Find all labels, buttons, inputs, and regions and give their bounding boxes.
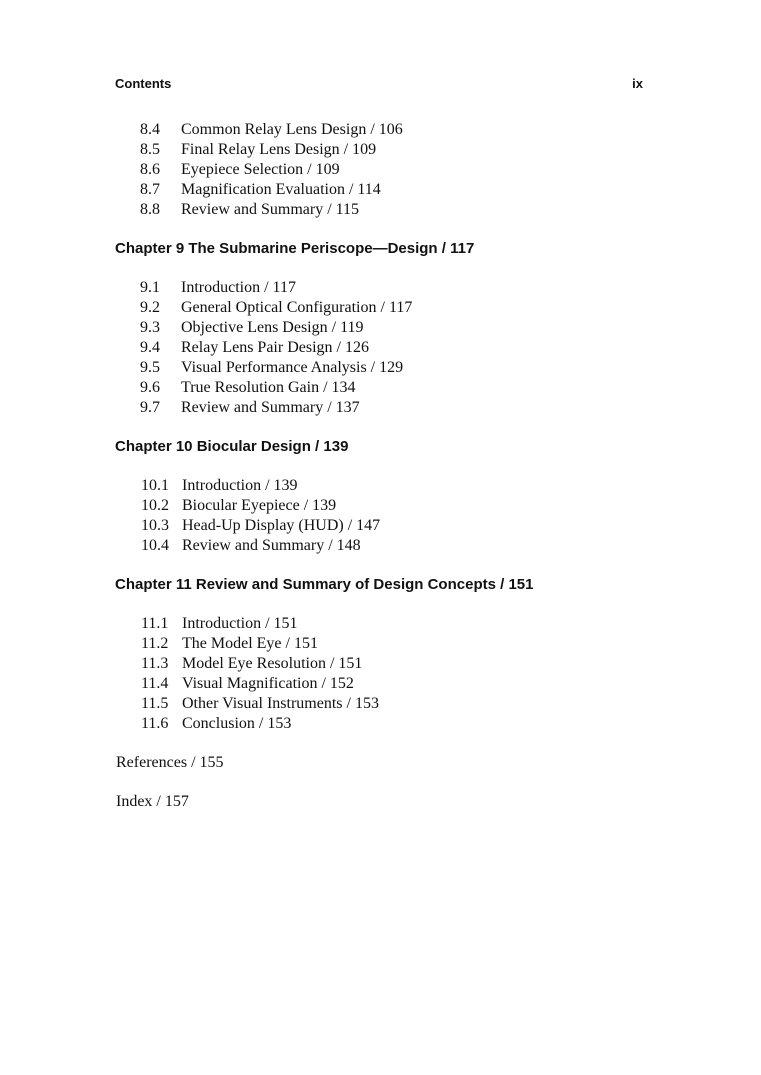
entry-number: 8.7 xyxy=(140,181,160,198)
toc-entry[interactable] xyxy=(0,298,761,318)
chapter-8-entries-continued xyxy=(0,120,761,220)
table-of-contents xyxy=(0,120,761,812)
entry-title: The Model Eye / 151 xyxy=(182,635,318,652)
chapter-10-heading[interactable]: Chapter 10 Biocular Design / 139 xyxy=(115,438,349,455)
entry-title: Conclusion / 153 xyxy=(182,715,292,732)
toc-entry[interactable] xyxy=(0,278,761,298)
entry-number: 11.2 xyxy=(141,635,169,652)
entry-title: Review and Summary / 115 xyxy=(181,201,360,218)
entry-number: 10.2 xyxy=(141,497,169,514)
toc-entry[interactable] xyxy=(0,140,761,160)
entry-number: 11.3 xyxy=(141,655,169,672)
entry-number: 9.6 xyxy=(140,379,160,396)
entry-number: 8.6 xyxy=(140,161,160,178)
entry-number: 9.1 xyxy=(140,279,160,296)
entry-title: True Resolution Gain / 134 xyxy=(181,379,356,396)
entry-number: 11.5 xyxy=(141,695,169,712)
toc-entry[interactable] xyxy=(0,338,761,358)
entry-number: 9.4 xyxy=(140,339,160,356)
entry-number: 9.2 xyxy=(140,299,160,316)
toc-entry[interactable] xyxy=(0,496,761,516)
toc-entry[interactable] xyxy=(0,200,761,220)
toc-entry[interactable] xyxy=(0,398,761,418)
entry-title: Other Visual Instruments / 153 xyxy=(182,695,379,712)
entry-title: Visual Performance Analysis / 129 xyxy=(181,359,404,376)
entry-number: 8.4 xyxy=(140,121,160,138)
toc-entry[interactable] xyxy=(0,180,761,200)
entry-number: 9.3 xyxy=(140,319,160,336)
toc-entry[interactable] xyxy=(0,634,761,654)
chapter-11-heading[interactable]: Chapter 11 Review and Summary of Design Concepts / 151 xyxy=(115,576,534,593)
entry-number: 8.8 xyxy=(140,201,160,218)
page-number: ix xyxy=(632,76,643,91)
entry-number: 10.4 xyxy=(141,537,169,554)
toc-entry[interactable] xyxy=(0,318,761,338)
entry-title: Review and Summary / 148 xyxy=(182,537,361,554)
running-head xyxy=(115,76,643,94)
entry-title: Model Eye Resolution / 151 xyxy=(182,655,363,672)
chapter-9-heading[interactable]: Chapter 9 The Submarine Periscope—Design / 117 xyxy=(115,240,475,257)
toc-entry[interactable] xyxy=(0,654,761,674)
entry-title: Final Relay Lens Design / 109 xyxy=(181,141,377,158)
chapter-11-entries xyxy=(0,614,761,734)
references-entry[interactable]: References / 155 xyxy=(116,754,224,771)
index-entry[interactable]: Index / 157 xyxy=(116,793,189,810)
entry-title: Magnification Evaluation / 114 xyxy=(181,181,381,198)
toc-entry[interactable] xyxy=(0,536,761,556)
toc-entry[interactable] xyxy=(0,378,761,398)
entry-title: Head-Up Display (HUD) / 147 xyxy=(182,517,381,534)
entry-title: Biocular Eyepiece / 139 xyxy=(182,497,337,514)
toc-entry[interactable] xyxy=(0,614,761,634)
toc-entry[interactable] xyxy=(0,120,761,140)
toc-entry[interactable] xyxy=(0,476,761,496)
entry-number: 8.5 xyxy=(140,141,160,158)
entry-number: 11.4 xyxy=(141,675,169,692)
toc-entry[interactable] xyxy=(0,674,761,694)
entry-number: 11.1 xyxy=(141,615,169,632)
entry-title: Common Relay Lens Design / 106 xyxy=(181,121,403,138)
entry-number: 11.6 xyxy=(141,715,169,732)
toc-entry[interactable] xyxy=(0,358,761,378)
entry-title: Introduction / 117 xyxy=(181,279,296,296)
entry-title: Objective Lens Design / 119 xyxy=(181,319,364,336)
entry-title: Review and Summary / 137 xyxy=(181,399,360,416)
entry-number: 10.1 xyxy=(141,477,169,494)
entry-number: 10.3 xyxy=(141,517,169,534)
entry-title: Introduction / 151 xyxy=(182,615,298,632)
entry-title: Relay Lens Pair Design / 126 xyxy=(181,339,369,356)
running-head-title: Contents xyxy=(115,76,172,91)
toc-entry[interactable] xyxy=(0,516,761,536)
toc-entry[interactable] xyxy=(0,160,761,180)
toc-entry[interactable] xyxy=(0,694,761,714)
chapter-9-entries xyxy=(0,278,761,418)
entry-title: Visual Magnification / 152 xyxy=(182,675,354,692)
chapter-10-entries xyxy=(0,476,761,556)
toc-entry[interactable] xyxy=(0,714,761,734)
entry-title: Introduction / 139 xyxy=(182,477,298,494)
entry-title: Eyepiece Selection / 109 xyxy=(181,161,340,178)
entry-title: General Optical Configuration / 117 xyxy=(181,299,413,316)
entry-number: 9.7 xyxy=(140,399,160,416)
entry-number: 9.5 xyxy=(140,359,160,376)
